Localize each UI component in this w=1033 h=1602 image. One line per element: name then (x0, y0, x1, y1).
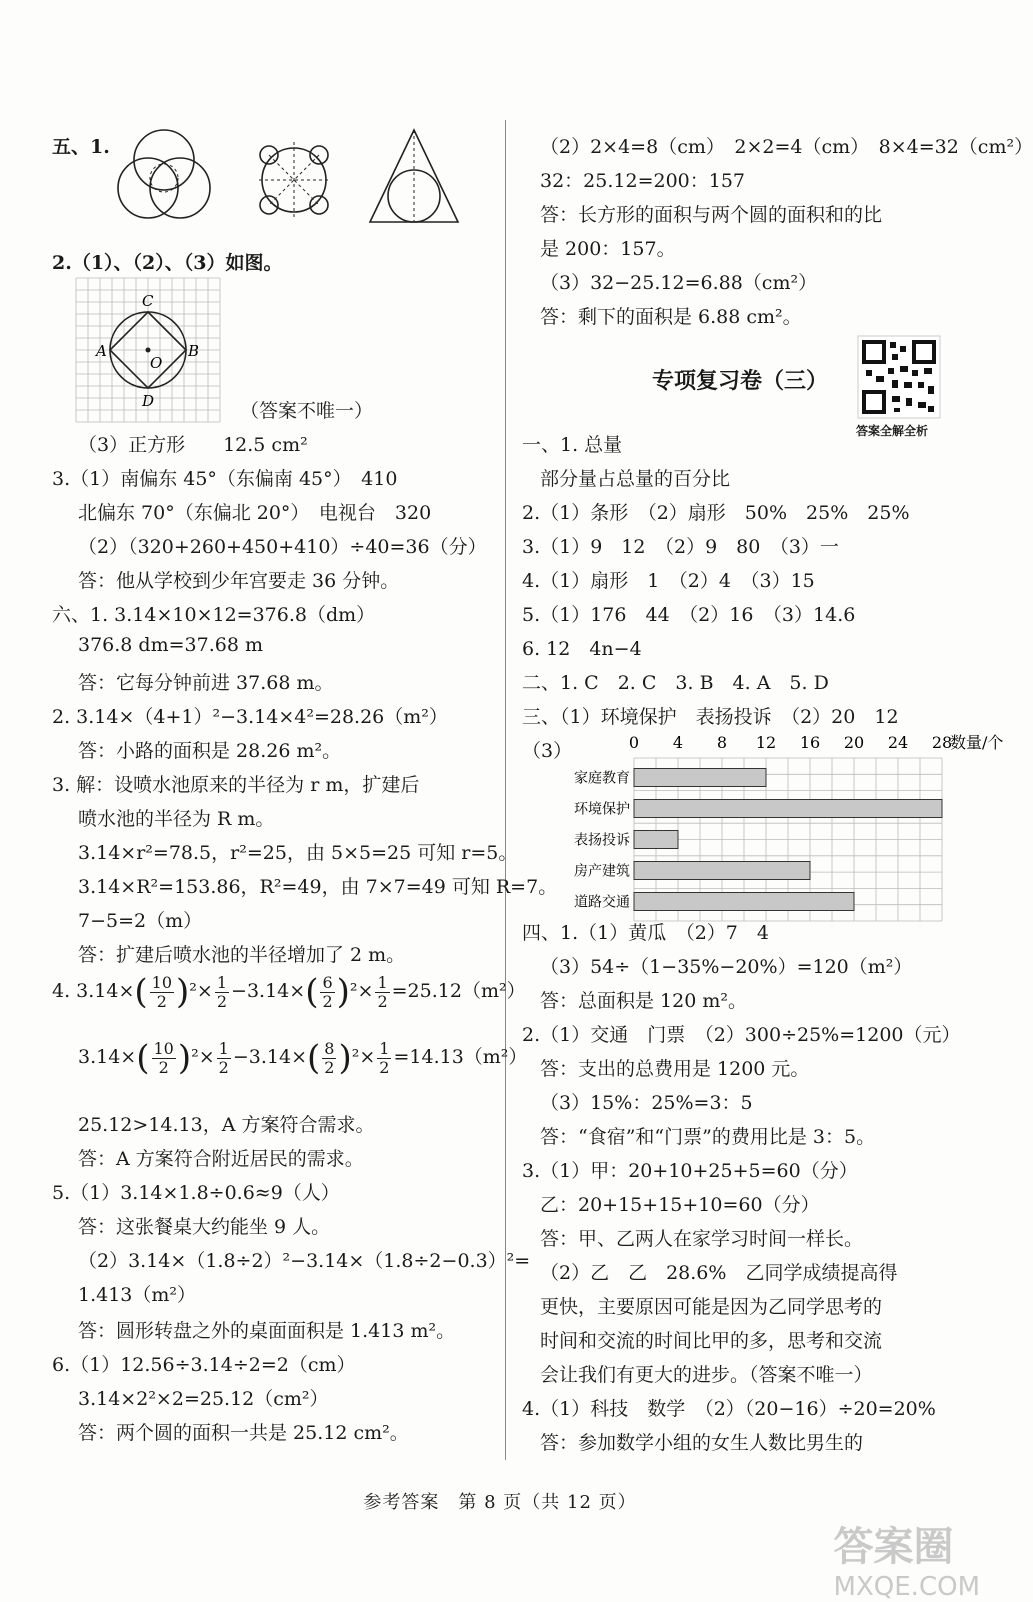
d12: 更快，主要原因可能是因为乙同学思考的 (540, 1296, 883, 1318)
a6: 6. 12 4n−4 (522, 638, 642, 660)
s6-q3-a: 3. 解：设喷水池原来的半径为 r m，扩建后 (52, 774, 420, 796)
fraction: $\frac{6}{2}$ (322, 972, 333, 1011)
tick-label: 16 (799, 733, 821, 752)
category-label: 道路交通 (574, 894, 630, 911)
s6-q4-eq1: 4. 3.14×( $\frac{10}{2}$ )²× $\frac{1}{2}$ −3.14×( $\frac{6}{2}$ )²× $\frac{1}{2}$ =25.12（m²） (52, 972, 526, 1012)
watermark-logo: 答案圈 MXQE.COM (833, 1524, 980, 1602)
category-label: 家庭教育 (574, 770, 630, 787)
tick-label: 4 (672, 733, 684, 752)
s6-q5-c: 1.413（m²） (78, 1284, 197, 1306)
d11: （2）乙 乙 28.6% 乙同学成绩提高得 (540, 1262, 898, 1284)
tick-label: 20 (843, 733, 865, 752)
tick-label: 0 (628, 733, 640, 752)
d9: 乙：20+15+15+10=60（分） (540, 1194, 820, 1216)
r-line6: 答：剩下的面积是 6.88 cm²。 (540, 306, 802, 328)
fraction: $\frac{1}{2}$ (377, 972, 388, 1011)
a1: 一、1. 总量 (522, 434, 623, 456)
bar (634, 769, 766, 787)
r-line1: （2）2×4=8（cm） 2×2=4（cm） 8×4=32（cm²） (540, 136, 1033, 158)
a2: 2.（1）条形 （2）扇形 50% 25% 25% (522, 502, 910, 524)
three-circles-figure (118, 130, 210, 218)
r-line2: 32：25.12=200：157 (540, 170, 746, 192)
r-line3: 答：长方形的面积与两个圆的面积和的比 (540, 204, 883, 226)
s6-q3-e: 7−5=2（m） (78, 910, 203, 932)
grid-label-a: A (96, 342, 107, 360)
s6-q4-eq2: 3.14×( $\frac{10}{2}$ )²× $\frac{1}{2}$ −3.14×( $\frac{8}{2}$ )²× $\frac{1}{2}$ =14.13（m²） (78, 1038, 528, 1078)
a5: 5.（1）176 44 （2）16 （3）14.6 (522, 604, 856, 626)
fraction: $\frac{10}{2}$ (153, 1038, 174, 1077)
category-label: 环境保护 (574, 801, 630, 818)
tick-label: 28 (931, 733, 953, 752)
s6-q3-d: 3.14×R²=153.86，R²=49，由 7×7=49 可知 R=7。 (78, 876, 558, 898)
r-line4: 是 200：157。 (540, 238, 676, 260)
fraction: $\frac{1}{2}$ (379, 1038, 390, 1077)
bar (634, 893, 854, 911)
d10: 答：甲、乙两人在家学习时间一样长。 (540, 1228, 864, 1250)
s6-q1-answer: 答：它每分钟前进 37.68 m。 (78, 672, 334, 694)
d7: 答：“食宿”和“门票”的费用比是 3：5。 (540, 1126, 876, 1148)
s6-q5-b: （2）3.14×（1.8÷2）²−3.14×（1.8÷2−0.3）²= (78, 1250, 531, 1272)
axis-label: 数量/个 (950, 733, 1004, 752)
a4: 4.（1）扇形 1 （2）4 （3）15 (522, 570, 815, 592)
grid-label-b: B (188, 342, 200, 360)
q2-intro: 2.（1）、（2）、（3）如图。 (52, 252, 283, 274)
d5: 答：支出的总费用是 1200 元。 (540, 1058, 810, 1080)
tick-label: 24 (887, 733, 909, 752)
c3: （3） (522, 740, 573, 762)
bar-chart (542, 733, 1004, 914)
qr-code-icon[interactable] (858, 336, 940, 418)
d8: 3.（1）甲：20+10+25+5=60（分） (522, 1160, 858, 1182)
s6-q1-b: 376.8 dm=37.68 m (78, 634, 263, 656)
bar (634, 862, 810, 880)
eq-text: 4. 3.14× (52, 980, 135, 1002)
category-label: 房产建筑 (574, 863, 630, 880)
s6-q3-b: 喷水池的半径为 R m。 (78, 808, 275, 830)
a1b: 部分量占总量的百分比 (540, 468, 731, 490)
four-small-circles-figure (259, 142, 329, 218)
circle-figures (114, 120, 474, 230)
s6-q4-answer: 答：A 方案符合附近居民的需求。 (78, 1148, 364, 1170)
grid-circle-figure (76, 278, 220, 422)
d3: 答：总面积是 120 m²。 (540, 990, 747, 1012)
d4: 2.（1）交通 门票 （2）300÷25%=1200（元） (522, 1024, 961, 1046)
bar (634, 831, 678, 849)
q3-answer: 答：他从学校到少年宫要走 36 分钟。 (78, 570, 400, 592)
d1: 四、1.（1）黄瓜 （2）7 4 (522, 922, 769, 944)
s6-q3-answer: 答：扩建后喷水池的半径增加了 2 m。 (78, 944, 406, 966)
grid-label-d: D (142, 392, 155, 410)
d6: （3）15%：25%=3：5 (540, 1092, 753, 1114)
s6-q2-answer: 答：小路的面积是 28.26 m²。 (78, 740, 342, 762)
s6-q5-a: 5.（1）3.14×1.8÷0.6≈9（人） (52, 1182, 340, 1204)
bar (634, 800, 942, 818)
grid-label-o: O (150, 354, 163, 372)
s6-q5-answer1: 答：这张餐桌大约能坐 9 人。 (78, 1216, 331, 1238)
grid-label-c: C (142, 292, 154, 310)
s6-q5-answer2: 答：圆形转盘之外的桌面面积是 1.413 m²。 (78, 1320, 456, 1342)
eq-text: 3.14× (78, 1046, 137, 1068)
fraction: $\frac{1}{2}$ (218, 1038, 229, 1077)
tick-label: 8 (716, 733, 728, 752)
section-5-label: 五、1. (52, 136, 110, 158)
d14: 会让我们有更大的进步。（答案不唯一） (540, 1364, 873, 1386)
fraction: $\frac{1}{2}$ (216, 972, 228, 1011)
triangle-incircle-figure (370, 130, 458, 222)
q3-line2: 北偏东 70°（东偏北 20°） 电视台 320 (78, 502, 432, 524)
not-unique-note: （答案不唯一） (240, 400, 374, 422)
q3-line1: 3.（1）南偏东 45°（东偏南 45°） 410 (52, 468, 398, 490)
qr-caption: 答案全解全析 (856, 424, 929, 438)
r-line5: （3）32−25.12=6.88（cm²） (540, 272, 818, 294)
page-footer: 参考答案 第 8 页（共 12 页） (363, 1492, 637, 1513)
s6-q6-a: 6.（1）12.56÷3.14÷2=2（cm） (52, 1354, 356, 1376)
d16: 答：参加数学小组的女生人数比男生的 (540, 1432, 864, 1454)
d2: （3）54÷（1−35%−20%）=120（m²） (540, 956, 913, 978)
s6-q3-c: 3.14×r²=78.5，r²=25，由 5×5=25 可知 r=5。 (78, 842, 518, 864)
a3: 3.（1）9 12 （2）9 80 （3）一 (522, 536, 839, 558)
category-label: 表扬投诉 (574, 832, 630, 849)
s6-q4-compare: 25.12>14.13，A 方案符合需求。 (78, 1114, 375, 1136)
s6-q2: 2. 3.14×（4+1）²−3.14×4²=28.26（m²） (52, 706, 448, 728)
q3-line3: （2）（320+260+450+410）÷40=36（分） (78, 536, 487, 558)
s6-q6-answer: 答：两个圆的面积一共是 25.12 cm²。 (78, 1422, 409, 1444)
d13: 时间和交流的时间比甲的多，思考和交流 (540, 1330, 883, 1352)
fraction: $\frac{8}{2}$ (324, 1038, 335, 1077)
tick-label: 12 (755, 733, 777, 752)
d15: 4.（1）科技 数学 （2）（20−16）÷20=20% (522, 1398, 936, 1420)
b1: 二、1. C 2. C 3. B 4. A 5. D (522, 672, 829, 694)
section-title: 专项复习卷（三） (652, 368, 829, 394)
s6-q6-b: 3.14×2²×2=25.12（cm²） (78, 1388, 329, 1410)
fraction: $\frac{10}{2}$ (151, 972, 173, 1011)
q2-3-answer: （3）正方形 12.5 cm² (78, 434, 308, 456)
s6-q1: 六、1. 3.14×10×12=376.8（dm） (52, 604, 376, 626)
c1: 三、（1）环境保护 表扬投诉 （2）20 12 (522, 706, 899, 728)
